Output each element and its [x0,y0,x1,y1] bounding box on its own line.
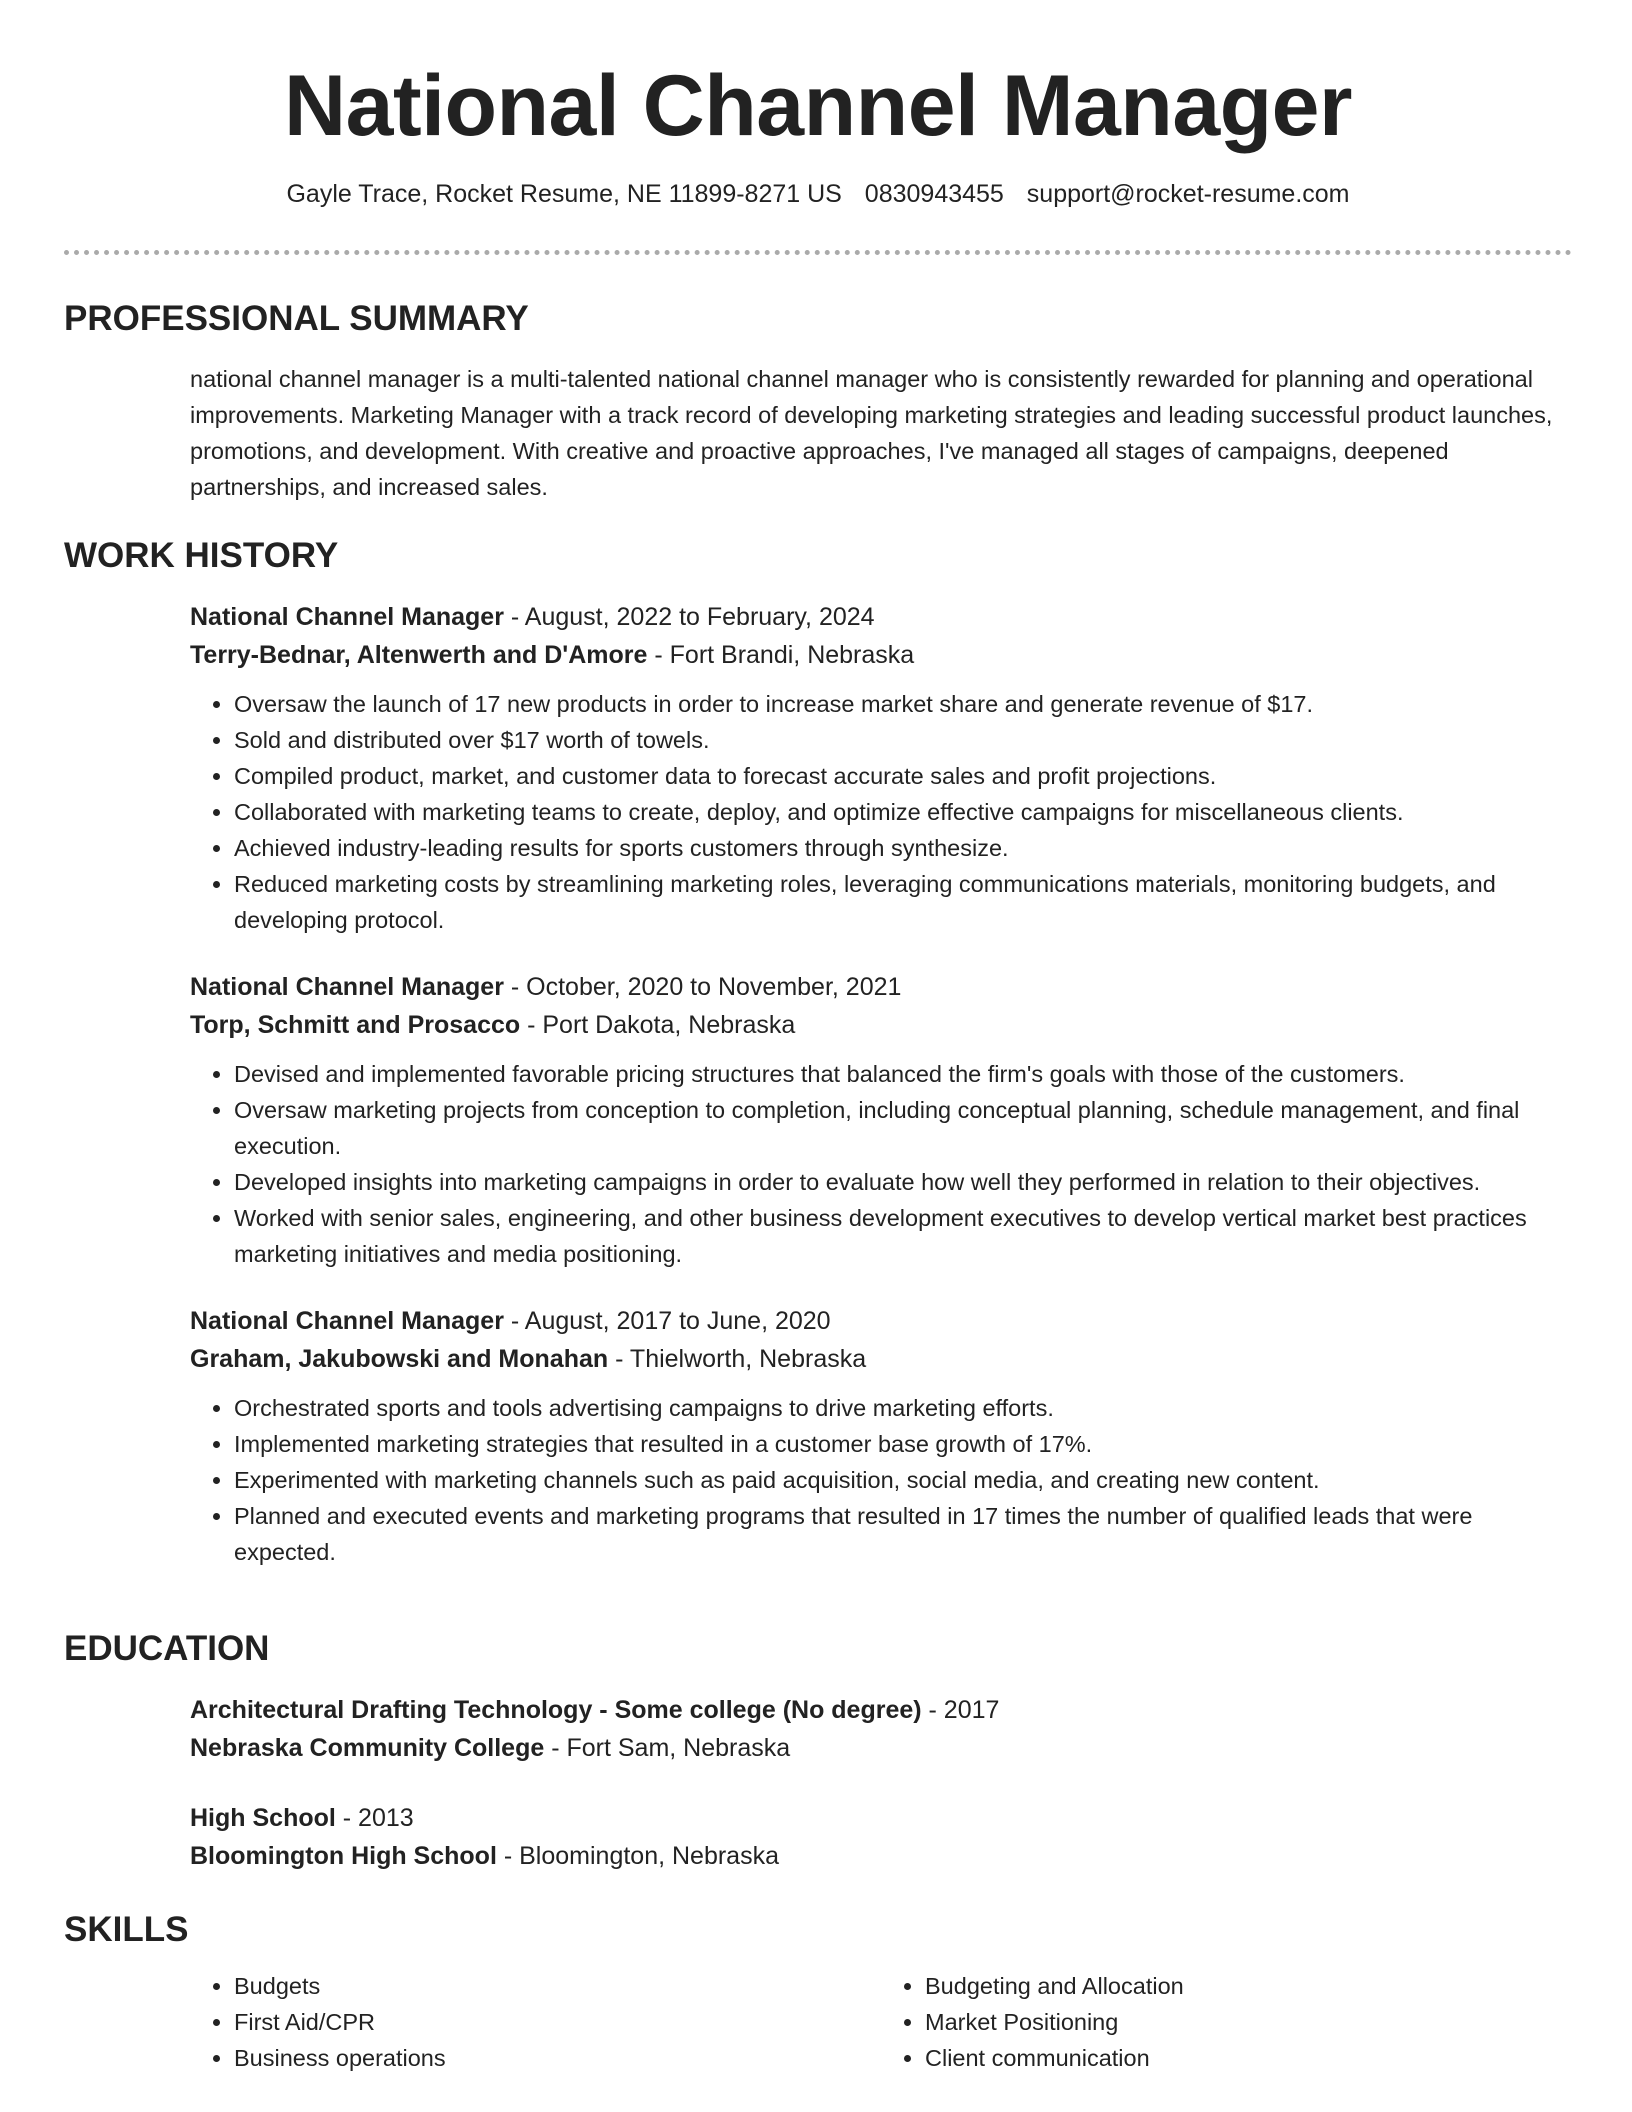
school-line [190,1729,1572,1767]
skills-grid [190,1968,1572,2076]
summary-text: national channel manager is a multi-talented national channel manager who is consistently rewarded for planning and operational improvements. Marketing Manager with a track record of developing marketing strategies and leading successful product launches, promotions, and development. With creative and proactive approaches, I've managed all stages of campaigns, deepened partnerships, and increased sales. [190,366,1553,500]
job-title: National Channel Manager [190,603,504,631]
job-title-line [190,1302,1572,1340]
education-heading: EDUCATION [64,1629,270,1668]
page-title: National Channel Manager [284,58,1352,154]
degree-year: - 2017 [921,1696,1000,1724]
school-location: - Fort Sam, Nebraska [544,1734,791,1762]
contact-phone: 0830943455 [864,180,1004,208]
degree-name: Architectural Drafting Technology - Some college (No degree) [190,1696,922,1724]
job-company-line [190,1006,1572,1044]
list-item: • Experimented with marketing channels such as paid acquisition, social media, and creating new content. [234,1462,1572,1498]
job-title-line [190,598,1572,636]
education-entry [190,1691,1572,1767]
education-section [64,1629,1572,1875]
job-location: - Fort Brandi, Nebraska [647,641,915,669]
skills-right-column [881,1968,1572,2076]
list-item: • Business operations [234,2040,881,2076]
list-item: • Sold and distributed over $17 worth of towels. [234,722,1572,758]
skills-heading: SKILLS [64,1910,189,1949]
job-bullets [190,1390,1572,1570]
job-bullets [190,686,1572,938]
job-company-line [190,636,1572,674]
job-title-line [190,968,1572,1006]
list-item: • Collaborated with marketing teams to create, deploy, and optimize effective campaigns for miscellaneous clients. [234,794,1572,830]
work-section [64,536,1572,1570]
skills-section [64,1910,1572,2076]
list-item: • Implemented marketing strategies that resulted in a customer base growth of 17%. [234,1426,1572,1462]
resume-page [64,0,1572,2071]
contact-address: Gayle Trace, Rocket Resume, NE 11899-8271 US [286,180,842,208]
degree-name: High School [190,1804,336,1832]
job-entry [190,968,1572,1272]
list-item: • Orchestrated sports and tools advertising campaigns to drive marketing efforts. [234,1390,1572,1426]
header-divider [64,250,1572,255]
contact-line [64,179,1572,209]
job-bullets [190,1056,1572,1272]
school-line [190,1837,1572,1875]
list-item: • Planned and executed events and marketing programs that resulted in 17 times the number of qualified leads that were expected. [234,1498,1572,1570]
list-item: • Market Positioning [925,2004,1572,2040]
job-entry [190,1302,1572,1570]
job-entry [190,598,1572,938]
job-dates: - August, 2022 to February, 2024 [503,603,875,631]
job-title: National Channel Manager [190,1307,504,1335]
list-item: • Oversaw marketing projects from conception to completion, including conceptual planning, schedule management, and final execution. [234,1092,1572,1164]
job-dates: - October, 2020 to November, 2021 [503,973,902,1001]
list-item: • First Aid/CPR [234,2004,881,2040]
work-heading: WORK HISTORY [64,536,339,575]
job-location: - Thielworth, Nebraska [608,1345,867,1373]
job-location: - Port Dakota, Nebraska [520,1011,796,1039]
school-location: - Bloomington, Nebraska [496,1842,779,1870]
school-name: Bloomington High School [190,1842,497,1870]
contact-email[interactable]: support@rocket-resume.com [1026,180,1350,208]
list-item: • Worked with senior sales, engineering, and other business development executives to develop vertical market best practices marketing initiatives and media positioning. [234,1200,1572,1272]
list-item: • Compiled product, market, and customer data to forecast accurate sales and profit projections. [234,758,1572,794]
summary-section [64,299,1572,505]
list-item: • Achieved industry-leading results for sports customers through synthesize. [234,830,1572,866]
skills-left-column [190,1968,881,2076]
list-item: • Budgets [234,1968,881,2004]
summary-heading: PROFESSIONAL SUMMARY [64,299,529,338]
degree-line [190,1799,1572,1837]
job-title: National Channel Manager [190,973,504,1001]
job-company: Torp, Schmitt and Prosacco [190,1011,521,1039]
job-company: Terry-Bednar, Altenwerth and D'Amore [190,641,648,669]
list-item: • Client communication [925,2040,1572,2076]
education-entry [190,1799,1572,1875]
list-item: • Budgeting and Allocation [925,1968,1572,2004]
job-company: Graham, Jakubowski and Monahan [190,1345,609,1373]
list-item: • Devised and implemented favorable pricing structures that balanced the firm's goals with those of the customers. [234,1056,1572,1092]
degree-year: - 2013 [335,1804,414,1832]
job-company-line [190,1340,1572,1378]
list-item: • Developed insights into marketing campaigns in order to evaluate how well they performed in relation to their objectives. [234,1164,1572,1200]
job-dates: - August, 2017 to June, 2020 [503,1307,831,1335]
list-item: • Reduced marketing costs by streamlining marketing roles, leveraging communications materials, monitoring budgets, and developing protocol. [234,866,1572,938]
degree-line [190,1691,1572,1729]
list-item: • Oversaw the launch of 17 new products in order to increase market share and generate revenue of $17. [234,686,1572,722]
school-name: Nebraska Community College [190,1734,545,1762]
